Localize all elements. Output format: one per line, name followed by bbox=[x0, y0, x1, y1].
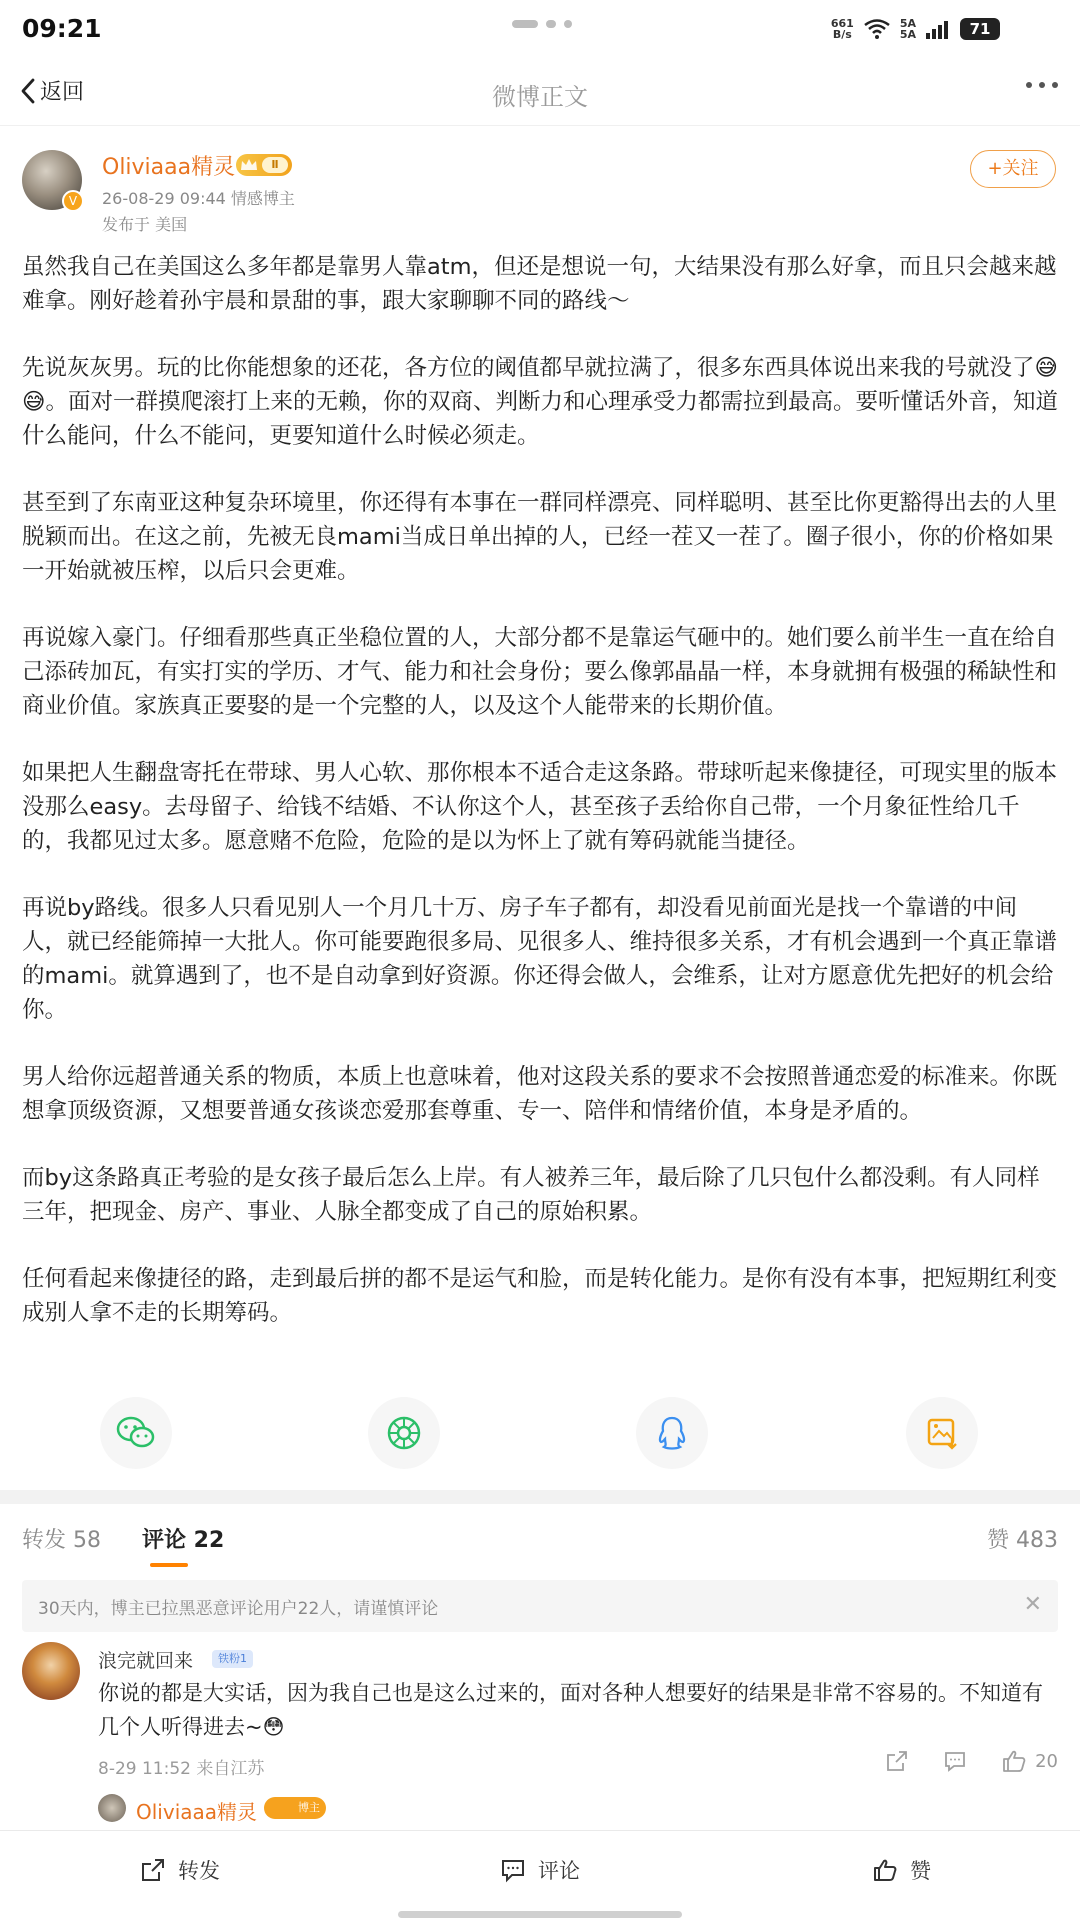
member-crown-icon[interactable] bbox=[236, 154, 292, 176]
home-indicator[interactable] bbox=[398, 1911, 682, 1918]
save-image-button[interactable] bbox=[906, 1397, 978, 1469]
post-paragraph: 再说嫁入豪门。仔细看那些真正坐稳位置的人，大部分都不是靠运气砸中的。她们要么前半生一直在给自己添砖加瓦，有实打实的学历、才气、能力和社会身份；要么像郭晶晶一样，本身就拥有极强的稀缺性和商业价值。家族真正要娶的是一个完整的人，以及这个人能带来的长期价值。 bbox=[22, 625, 1058, 719]
post-paragraph: 而by这条路真正考验的是女孩子最后怎么上岸。有人被养三年，最后除了几只包什么都没剩。有人同样三年，把现金、房产、事业、人脉全都变成了自己的原始积累。 bbox=[22, 1165, 1040, 1225]
level-badge: Ⅱ bbox=[262, 157, 288, 173]
follow-button[interactable]: +关注 bbox=[970, 150, 1056, 188]
close-icon[interactable]: ✕ bbox=[1023, 1592, 1042, 1617]
commenter-avatar[interactable] bbox=[22, 1642, 80, 1700]
notice-text: 30天内，博主已拉黑恶意评论用户22人，请谨慎评论 bbox=[38, 1599, 439, 1619]
reply-comment-icon[interactable] bbox=[943, 1749, 967, 1773]
qq-icon bbox=[656, 1415, 688, 1451]
share-row bbox=[0, 1397, 1080, 1471]
repost-button[interactable] bbox=[140, 1855, 220, 1885]
more-dot-icon bbox=[1026, 82, 1032, 88]
status-dots bbox=[512, 20, 572, 28]
wifi-icon bbox=[864, 19, 890, 39]
post-meta: 26-08-29 09:44 情感博主 bbox=[102, 189, 295, 208]
post-paragraph: 虽然我自己在美国这么多年都是靠男人靠atm，但还是想说一句，大结果没有那么好拿，而且只会越来越难拿。刚好趁着孙宇晨和景甜的事，跟大家聊聊不同的路线～ bbox=[22, 254, 1057, 314]
comment-item bbox=[0, 1640, 1080, 1820]
verified-badge-icon: V bbox=[62, 190, 84, 212]
share-qq-button[interactable] bbox=[636, 1397, 708, 1469]
comment-meta: 8-29 11:52 来自江苏 bbox=[98, 1759, 265, 1779]
comment-text: 你说的都是大实话，因为我自己也是这么过来的，面对各种人想要好的结果是非常不容易的。不知道有几个人听得进去~😳 bbox=[98, 1681, 1043, 1739]
back-label: 返回 bbox=[40, 80, 85, 105]
nav-bar bbox=[0, 60, 1080, 126]
post-paragraph: 男人给你远超普通关系的物质，本质上也意味着，他对这段关系的要求不会按照普通恋爱的标准来。你既想拿顶级资源，又想要普通女孩谈恋爱那套尊重、专一、陪伴和情绪价值，本身是矛盾的。 bbox=[22, 1064, 1058, 1124]
net-speed: 661 B/s bbox=[830, 17, 854, 41]
share-moments-button[interactable] bbox=[368, 1397, 440, 1469]
author-header bbox=[0, 130, 1080, 250]
reply-avatar bbox=[98, 1794, 126, 1822]
post-paragraph: 甚至到了东南亚这种复杂环境里，你还得有本事在一群同样漂亮、同样聪明、甚至比你更豁得出去的人里脱颖而出。在这之前，先被无良mami当成日单出掉的人，已经一茬又一茬了。圈子很小，你的价格如果一开始就被压榨，以后只会更难。 bbox=[22, 490, 1058, 584]
comment-icon bbox=[500, 1857, 526, 1883]
tab-likes[interactable]: 赞 483 bbox=[987, 1528, 1058, 1553]
moments-icon bbox=[385, 1414, 423, 1452]
wechat-icon bbox=[116, 1415, 156, 1451]
tab-comments[interactable]: 评论 22 bbox=[142, 1528, 225, 1553]
author-badge: 博主 bbox=[264, 1797, 326, 1819]
thumbs-up-icon bbox=[872, 1857, 898, 1883]
status-time: 09:21 bbox=[22, 14, 102, 43]
like-label: 赞 bbox=[910, 1859, 931, 1883]
status-bar bbox=[0, 0, 1080, 60]
comment-like-count: 20 bbox=[1035, 1750, 1058, 1772]
section-divider bbox=[0, 1490, 1080, 1504]
tab-reposts[interactable]: 转发 58 bbox=[22, 1528, 101, 1553]
post-paragraph: 如果把人生翻盘寄托在带球、男人心软、那你根本不适合走这条路。带球听起来像捷径，可现实里的版本没那么easy。去母留子、给钱不结婚、不认你这个人，甚至孩子丢给你自己带，一个月象征性给几千的，我都见过太多。愿意赌不危险，危险的是以为怀上了就有筹码就能当捷径。 bbox=[22, 760, 1058, 854]
active-tab-indicator bbox=[150, 1563, 188, 1567]
comment-actions bbox=[885, 1748, 1058, 1774]
signal-label: 5A 5A bbox=[899, 17, 916, 41]
more-dot-icon bbox=[1039, 82, 1045, 88]
post-paragraph: 再说by路线。很多人只看见别人一个月几十万、房子车子都有，却没看见前面光是找一个靠谱的中间人，就已经能筛掉一大批人。你可能要跑很多局、见很多人、维持很多关系，才有机会遇到一个真正靠谱的mami。就算遇到了，也不是自动拿到好资源。你还得会做人，会维系，让对方愿意优先把好的机会给你。 bbox=[22, 895, 1058, 1023]
post-body bbox=[22, 250, 1058, 1363]
fan-level-badge: 铁粉1 bbox=[212, 1650, 253, 1668]
more-dot-icon bbox=[1052, 82, 1058, 88]
post-paragraph: 先说灰灰男。玩的比你能想象的还花，各方位的阈值都早就拉满了，很多东西具体说出来我的号就没了😅😅。面对一群摸爬滚打上来的无赖，你的双商、判断力和心理承受力都需拉到最高。要听懂话外音，知道什么能问，什么不能问，更要知道什么时候必须走。 bbox=[22, 355, 1058, 449]
cellular-signal-icon bbox=[926, 19, 950, 39]
page-title: 微博正文 bbox=[492, 83, 588, 111]
reply-author-name: Oliviaaa精灵 bbox=[136, 1800, 258, 1824]
thumbs-up-icon bbox=[1001, 1748, 1027, 1774]
post-paragraph: 任何看起来像捷径的路，走到最后拼的都不是运气和脸，而是转化能力。是你有没有本事，把短期红利变成别人拿不走的长期筹码。 bbox=[22, 1266, 1058, 1326]
status-indicators bbox=[831, 18, 1000, 40]
interaction-tabs bbox=[0, 1505, 1080, 1575]
comment-notice bbox=[22, 1580, 1058, 1632]
comment-button[interactable] bbox=[500, 1855, 580, 1885]
repost-icon bbox=[140, 1857, 166, 1883]
bottom-action-bar bbox=[0, 1830, 1080, 1931]
share-wechat-button[interactable] bbox=[100, 1397, 172, 1469]
post-location: 发布于 美国 bbox=[102, 215, 188, 234]
save-image-icon bbox=[925, 1416, 959, 1450]
comment-like-button[interactable] bbox=[1001, 1748, 1058, 1774]
battery-indicator: 71 bbox=[960, 18, 1000, 40]
more-options-button[interactable] bbox=[1026, 82, 1058, 88]
author-name[interactable]: Oliviaaa精灵 bbox=[102, 155, 236, 180]
commenter-name[interactable]: 浪完就回来 bbox=[98, 1650, 194, 1672]
repost-label: 转发 bbox=[178, 1859, 220, 1883]
share-comment-icon[interactable] bbox=[885, 1749, 909, 1773]
comment-label: 评论 bbox=[538, 1859, 580, 1883]
like-button[interactable] bbox=[872, 1855, 931, 1885]
